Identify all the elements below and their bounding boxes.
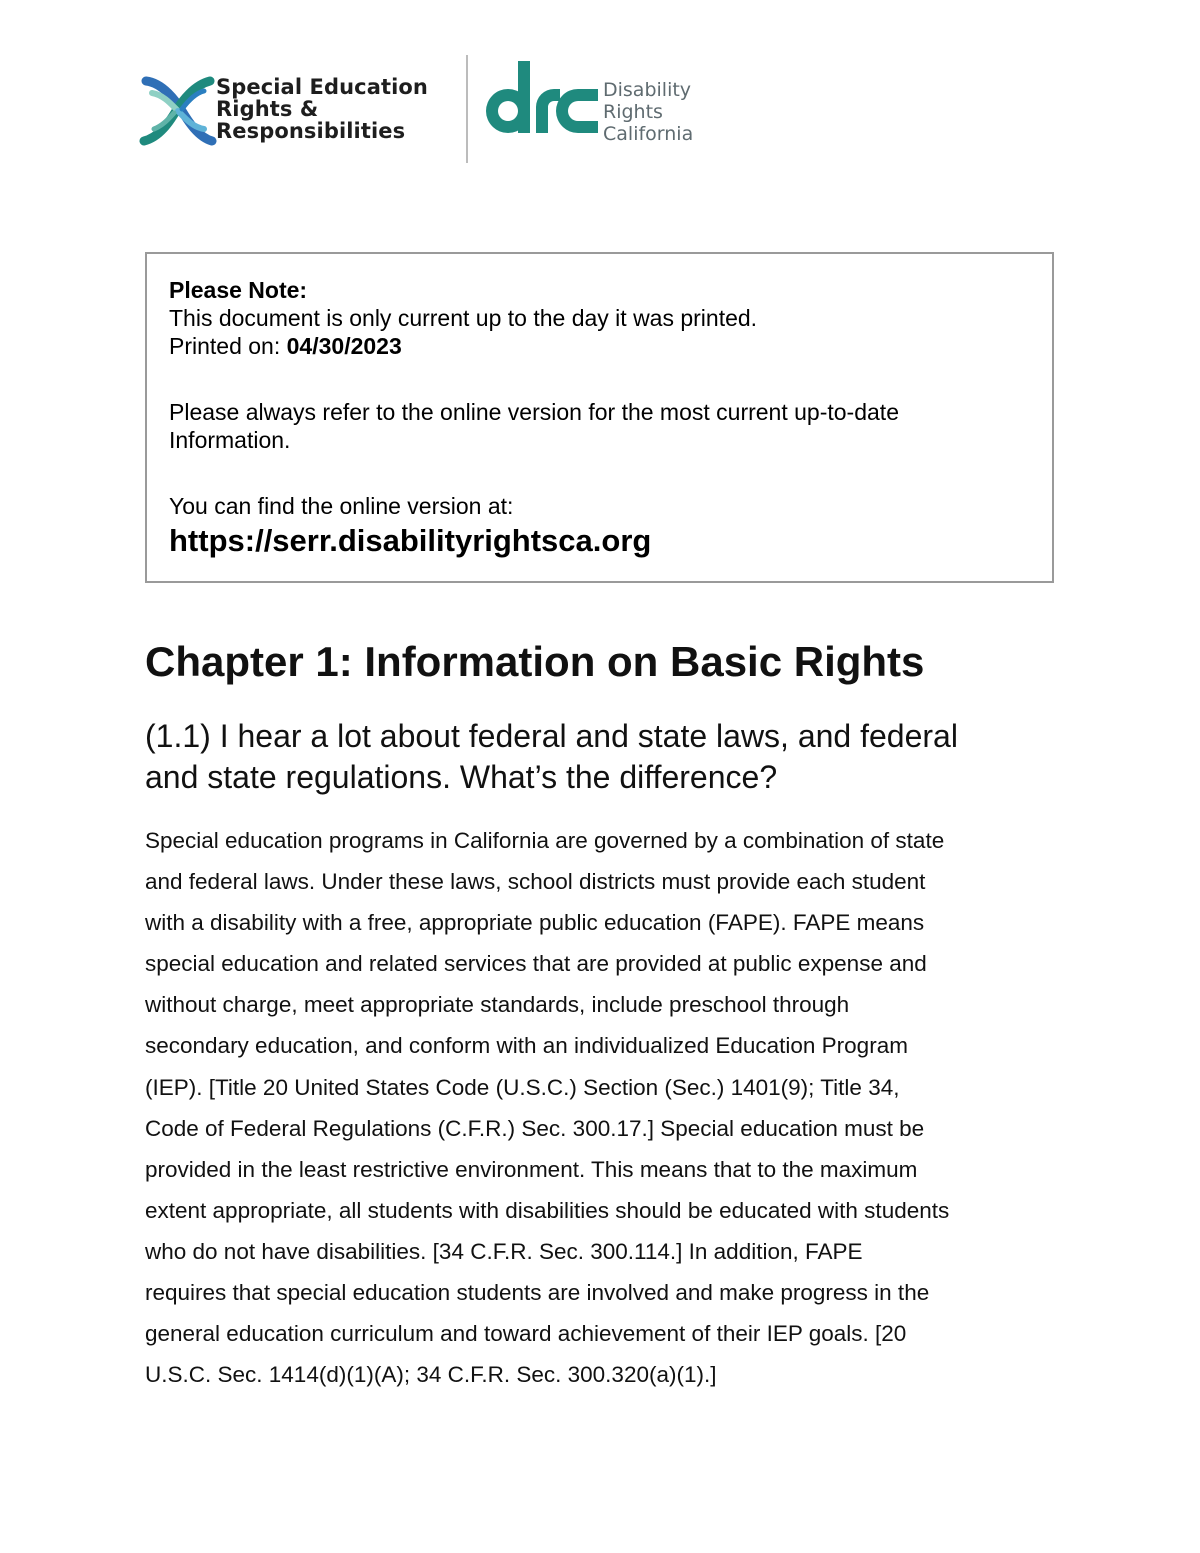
section-title-line: (1.1) I hear a lot about federal and state laws, and federal — [145, 718, 958, 754]
drc-logo-line: Rights — [603, 101, 663, 123]
print-note-box — [145, 252, 1054, 583]
note-refer-line: Please always refer to the online version for the most current up-to-date — [169, 399, 899, 425]
section-title-line: and state regulations. What’s the difference? — [145, 759, 778, 795]
body-line: who do not have disabilities. [34 C.F.R. Sec. 300.114.] In addition, FAPE — [145, 1238, 863, 1264]
serr-logo-line: Rights & — [216, 97, 319, 121]
body-line: extent appropriate, all students with disabilities should be educated with students — [145, 1197, 950, 1223]
body-line: (IEP). [Title 20 United States Code (U.S.C.) Section (Sec.) 1401(9); Title 34, — [145, 1074, 900, 1100]
note-find-label: You can find the online version at: — [169, 493, 514, 519]
drc-logo-line: Disability — [603, 79, 692, 101]
drc-logo-text — [603, 79, 693, 145]
printed-date: 04/30/2023 — [286, 333, 402, 359]
note-refer-line: Information. — [169, 427, 291, 453]
body-line: secondary education, and conform with an individualized Education Program — [145, 1033, 908, 1059]
section-title — [145, 716, 1065, 798]
body-line: requires that special education students are involved and make progress in the — [145, 1280, 930, 1306]
serr-x-logo-icon — [138, 71, 218, 151]
body-line: special education and related services that are provided at public expense and — [145, 951, 927, 977]
header-divider — [466, 55, 468, 163]
drc-logo-icon — [482, 57, 600, 147]
body-line: U.S.C. Sec. 1414(d)(1)(A); 34 C.F.R. Sec. 300.320(a)(1).] — [145, 1362, 717, 1388]
body-line: general education curriculum and toward achievement of their IEP goals. [20 — [145, 1321, 907, 1347]
note-printed-line — [169, 332, 1030, 360]
chapter-title: Chapter 1: Information on Basic Rights — [145, 638, 925, 685]
body-line: and federal laws. Under these laws, school districts must provide each student — [145, 869, 926, 895]
drc-logo-line: California — [603, 123, 694, 145]
body-paragraph — [145, 820, 1065, 1395]
printed-label: Printed on: — [169, 333, 287, 359]
body-line: without charge, meet appropriate standards, include preschool through — [145, 992, 850, 1018]
page-header — [138, 55, 718, 165]
note-current-line: This document is only current up to the day it was printed. — [169, 305, 758, 331]
online-version-link[interactable]: https://serr.disabilityrightsca.org — [169, 523, 652, 558]
note-title: Please Note: — [169, 277, 308, 303]
serr-logo-line: Responsibilities — [216, 119, 406, 143]
body-line: Code of Federal Regulations (C.F.R.) Sec. 300.17.] Special education must be — [145, 1115, 925, 1141]
body-line: provided in the least restrictive environment. This means that to the maximum — [145, 1156, 918, 1182]
serr-logo-line: Special Education — [216, 75, 428, 99]
body-line: Special education programs in California are governed by a combination of state — [145, 828, 945, 853]
serr-logo-text — [216, 76, 428, 142]
body-line: with a disability with a free, appropriate public education (FAPE). FAPE means — [145, 910, 925, 936]
